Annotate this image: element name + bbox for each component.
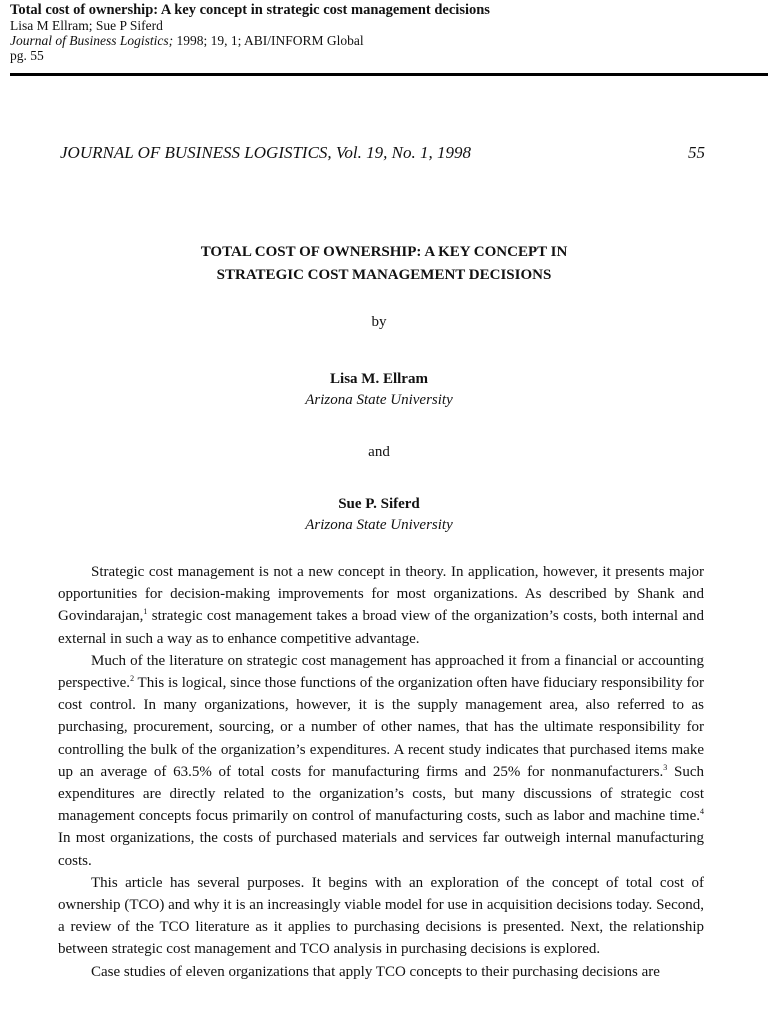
paragraph-4: Case studies of eleven organizations that apply TCO concepts to their purchasing decisions are bbox=[91, 963, 660, 980]
footnote-ref-4: 4 bbox=[700, 807, 704, 817]
paragraph-3: This article has several purposes. It begins with an exploration of the concept of total cost of ownership (TCO) and why it is an increasingly viable model for use in acquisition decisions today. Second, a review of the TCO literature as it applies to purchasing decisions is presented. Next, the relationship between strategic cost management and TCO analysis in purchasing decisions is explored. bbox=[58, 874, 704, 958]
paragraph-2 bbox=[58, 650, 704, 872]
and-label: and bbox=[368, 444, 390, 460]
affiliation-2: Arizona State University bbox=[305, 517, 453, 533]
paragraph-2-text-b: This is logical, since those functions of the organization often have fiduciary responsibility for cost control. In many organizations, however, it is the supply management area, also referred to as purchasing, procurement, sourcing, or a number of other names, that has the ultimate responsibility for controlling the bulk of the organization’s expenditures. A recent study indicates that purchased items make up an average of 63.5% of total costs for manufacturing firms and 25% for nonmanufacturers. bbox=[58, 675, 704, 780]
header-authors: Lisa M Ellram; Sue P Siferd bbox=[10, 18, 163, 33]
footnote-ref-2: 2 bbox=[130, 674, 135, 684]
journal-name: JOURNAL OF BUSINESS LOGISTICS, Vol. 19, No. 1, 1998 bbox=[60, 143, 471, 162]
header-divider bbox=[10, 73, 768, 76]
header-journal: Journal of Business Logistics; bbox=[10, 33, 174, 48]
paragraph-1-text-a: Strategic cost management is not a new concept in theory. In application, however, it presents major opportunities for decision-making improvements for most organizations. As described by Shank and Govindarajan, bbox=[58, 564, 704, 625]
journal-running-head bbox=[60, 143, 705, 163]
author-1: Lisa M. Ellram bbox=[330, 371, 428, 387]
article-title-line-1: TOTAL COST OF OWNERSHIP: A KEY CONCEPT IN bbox=[200, 244, 568, 260]
paragraph-2-text-d: In most organizations, the costs of purchased materials and services far outweigh internal manufacturing costs. bbox=[58, 830, 704, 869]
paragraph-2-text-c: Such expenditures are directly related to the organization’s costs, but many discussions of strategic cost management concepts focus primarily on control of manufacturing costs, such as labor and machine time. bbox=[58, 763, 704, 825]
header-issue: 1998; 19, 1; ABI/INFORM Global bbox=[173, 33, 364, 48]
article-title-line-2: STRATEGIC COST MANAGEMENT DECISIONS bbox=[216, 267, 552, 283]
paragraph-2-text-a: Much of the literature on strategic cost management has approached it from a financial or accounting perspective. bbox=[58, 652, 704, 692]
header-page: pg. 55 bbox=[10, 48, 44, 63]
footnote-ref-3: 3 bbox=[663, 762, 668, 772]
by-label: by bbox=[371, 314, 387, 330]
document-header bbox=[10, 3, 490, 63]
footnote-ref-1: 1 bbox=[143, 607, 148, 617]
affiliation-1: Arizona State University bbox=[305, 392, 453, 408]
page-number: 55 bbox=[688, 143, 705, 162]
article-body bbox=[58, 561, 704, 983]
paragraph-1 bbox=[58, 561, 704, 650]
header-citation bbox=[10, 33, 490, 48]
paragraph-1-text-b: strategic cost management takes a broad view of the organization’s costs, both internal and external in such a way as to enhance competitive advantage. bbox=[58, 608, 704, 647]
author-2: Sue P. Siferd bbox=[338, 496, 420, 512]
header-title: Total cost of ownership: A key concept in strategic cost management decisions bbox=[10, 2, 490, 18]
